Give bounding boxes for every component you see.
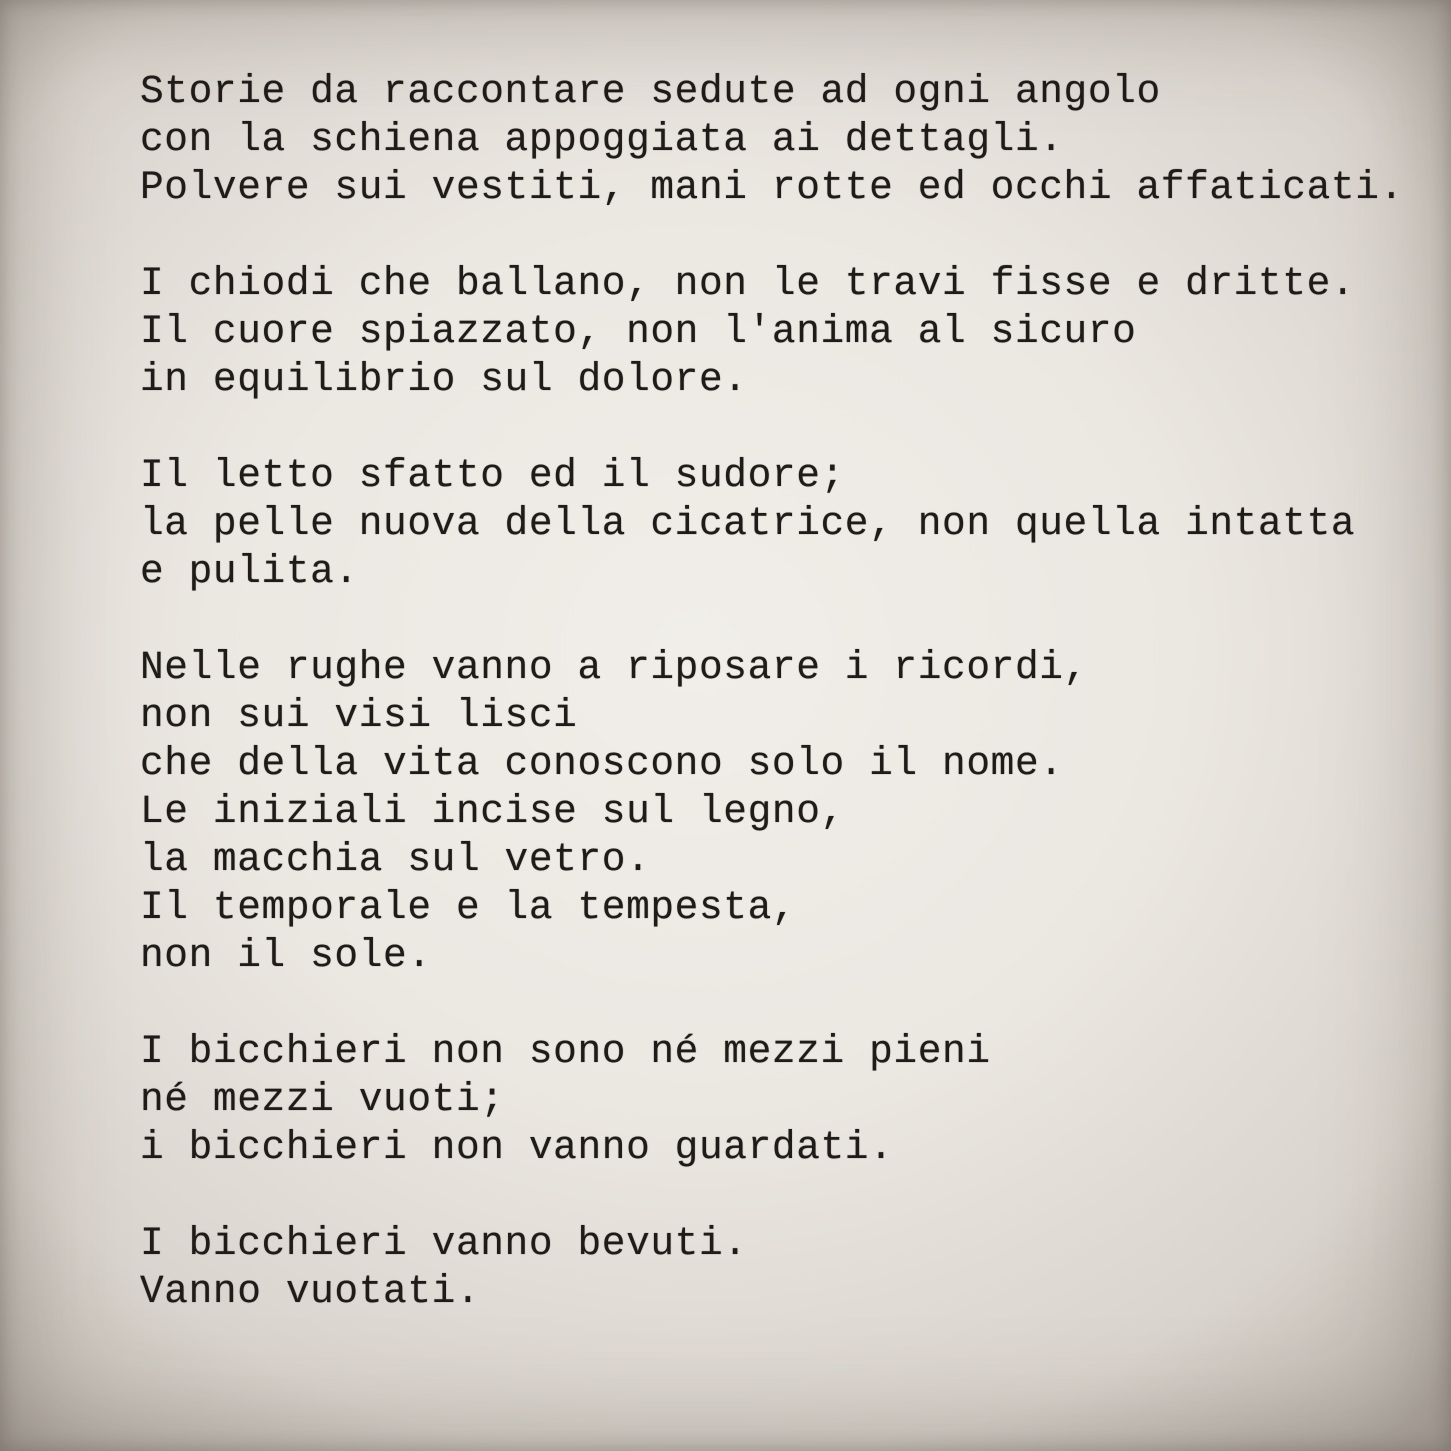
poem-line: con la schiena appoggiata ai dettagli.: [140, 117, 1064, 162]
poem-line: Nelle rughe vanno a riposare i ricordi,: [140, 645, 1088, 690]
poem-line: I bicchieri non sono né mezzi pieni: [140, 1029, 991, 1074]
poem-line: Il letto sfatto ed il sudore;: [140, 453, 845, 498]
poem-line: Le iniziali incise sul legno,: [140, 789, 845, 834]
poem-line: la pelle nuova della cicatrice, non quella intatta: [140, 501, 1356, 546]
poem-line: Il temporale e la tempesta,: [140, 885, 797, 930]
poem-line: Polvere sui vestiti, mani rotte ed occhi affaticati.: [140, 165, 1404, 210]
poem-line: I chiodi che ballano, non le travi fisse e dritte.: [140, 261, 1356, 306]
stanza-5: [140, 1028, 1430, 1172]
poem-line: non il sole.: [140, 933, 432, 978]
poem-line: i bicchieri non vanno guardati.: [140, 1125, 894, 1170]
poem-text: [140, 68, 1430, 1316]
stanza-2: [140, 260, 1430, 404]
poem-line: Vanno vuotati.: [140, 1269, 481, 1314]
poem-line: non sui visi lisci: [140, 693, 578, 738]
poem-line: Storie da raccontare sedute ad ogni angolo: [140, 69, 1161, 114]
stanza-4: [140, 644, 1430, 980]
poem-line: I bicchieri vanno bevuti.: [140, 1221, 748, 1266]
poem-line: Il cuore spiazzato, non l'anima al sicuro: [140, 309, 1137, 354]
poem-line: che della vita conoscono solo il nome.: [140, 741, 1064, 786]
poem-line: né mezzi vuoti;: [140, 1077, 505, 1122]
stanza-3: [140, 452, 1430, 596]
poem-line: la macchia sul vetro.: [140, 837, 651, 882]
poem-line: in equilibrio sul dolore.: [140, 357, 748, 402]
poem-line: e pulita.: [140, 549, 359, 594]
stanza-6: [140, 1220, 1430, 1316]
stanza-1: [140, 68, 1430, 212]
